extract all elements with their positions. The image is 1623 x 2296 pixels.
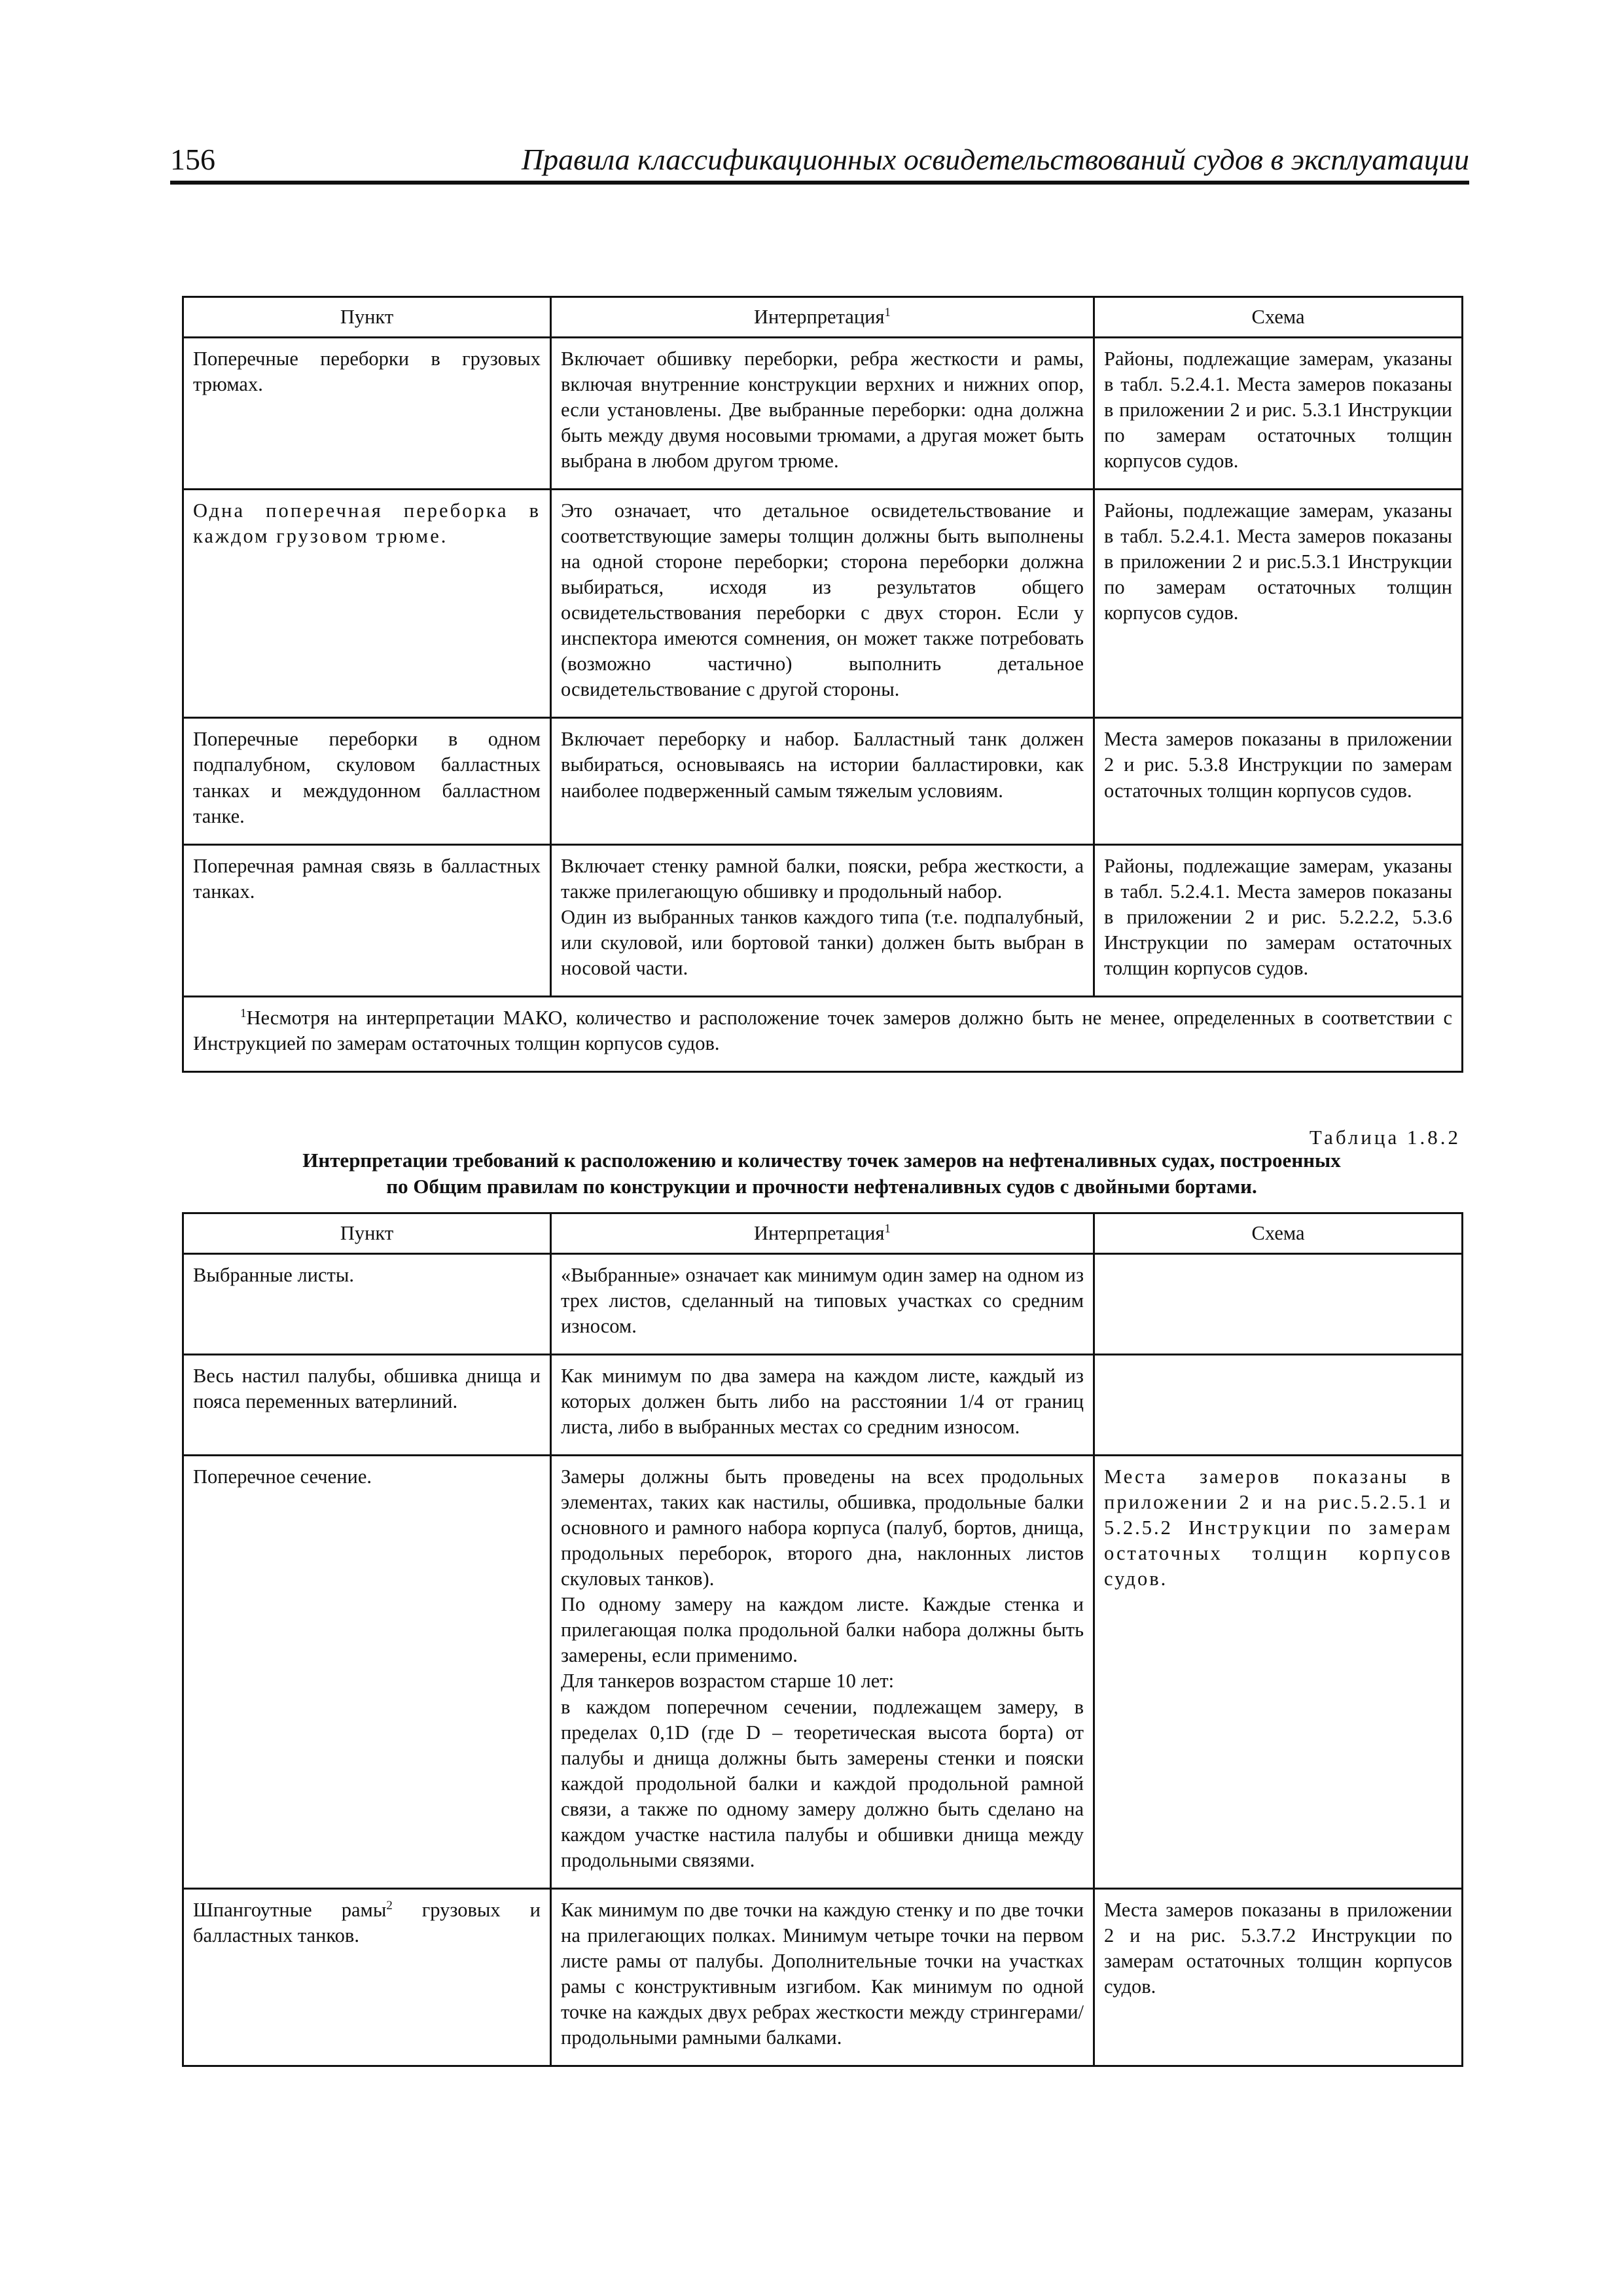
- footnote-cell: [183, 996, 1463, 1071]
- table-row: [183, 1456, 1463, 1889]
- interpretation-cell: Как минимум по две точки на каждую стенку и по две точки на прилегающих полках. Минимум четыре точки на первом листе рамы от палубы. Дополнительные точки на участках рамы с конструктивным изгибом. Как минимум по одной точке на каждых двух ребрах жесткости между стрингерами/продольными рамными балками.: [551, 1888, 1094, 2066]
- table-row: [183, 1254, 1463, 1355]
- table-caption-line: Интерпретации требований к расположению и количеству точек замеров на нефтеналивных судах, построенных: [302, 1149, 1341, 1172]
- item-cell: Шпангоутные рамы$^2$ грузовых и балластных танков.: [183, 1888, 551, 2066]
- table-row: [183, 490, 1463, 718]
- scheme-cell: Места замеров показаны в приложении 2 и на рис. 5.3.7.2 Инструкции по замерам остаточных толщин корпусов судов.: [1094, 1888, 1463, 2066]
- scheme-cell: Районы, подлежащие замерам, указаны в табл. 5.2.4.1. Места замеров показаны в приложении 2 и рис.5.3.1 Инструкции по замерам остаточных толщин корпусов судов.: [1094, 490, 1463, 718]
- scheme-cell: Места замеров показаны в приложении 2 и на рис.5.2.5.1 и 5.2.5.2 Инструкции по замерам остаточных толщин корпусов судов.: [1094, 1456, 1463, 1889]
- item-cell: Поперечные переборки в одном подпалубном, скуловом балластных танках и междудонном балластном танке.: [183, 718, 551, 844]
- item-cell: Весь настил палубы, обшивка днища и пояса переменных ватерлиний.: [183, 1355, 551, 1456]
- interpretation-cell: Включает переборку и набор. Балластный танк должен выбираться, основываясь на истории балластировки, как наиболее подверженный самым тяжелым условиям.: [551, 718, 1094, 844]
- column-header-item: Пункт: [183, 297, 551, 338]
- interpretation-cell: Как минимум по два замера на каждом листе, каждый из которых должен быть либо на расстоянии 1/4 от границ листа, либо в выбранных местах со средним износом.: [551, 1355, 1094, 1456]
- footnote-text: Несмотря на интерпретации МАКО, количество и расположение точек замеров должно быть не менее, определенных в соответствии с Инструкцией по замерам остаточных толщин корпусов судов.: [193, 1006, 1452, 1054]
- interpretation-cell: Это означает, что детальное освидетельствование и соответствующие замеры толщин должны быть выполнены на одной стороне переборки; сторона переборки должна выбираться, исходя из результатов общего освидетельствования переборки с двух сторон. Если у инспектора имеются сомнения, он может также потребовать (возможно частично) выполнить детальное освидетельствование с другой стороны.: [551, 490, 1094, 718]
- table-row: [183, 1355, 1463, 1456]
- interpretation-table-2: [182, 1212, 1463, 2067]
- footnote-row: [183, 996, 1463, 1071]
- page-number: 156: [170, 143, 215, 176]
- column-header-scheme: Схема: [1094, 1213, 1463, 1254]
- column-header-interpretation: Интерпретация$^1$: [551, 297, 1094, 338]
- interpretation-cell: «Выбранные» означает как минимум один замер на одном из трех листов, сделанный на типовых участках со средним износом.: [551, 1254, 1094, 1355]
- interpretation-cell: Замеры должны быть проведены на всех продольных элементах, таких как настилы, обшивка, продольные балки основного и рамного набора корпуса (палуб, бортов, днища, продольных переборок, второго дна, наклонных листов скуловых танков). По одному замеру на каждом листе. Каждые стенка и прилегающая полка продольной балки набора должны быть замерены, если применимо. Для танкеров возрастом старше 10 лет: в каждом поперечном сечении, подлежащем замеру, в пределах 0,1D (где D – теоретическая высота борта) от палубы и днища должны быть замерены стенки и пояски каждой продольной балки и каждой продольной рамной связи, а также по одному замеру должно быть сделано на каждом участке настила палубы и обшивки днища между продольными связями.: [551, 1456, 1094, 1889]
- item-cell: Поперечное сечение.: [183, 1456, 551, 1889]
- table-caption: [182, 1147, 1461, 1200]
- table-row: [183, 844, 1463, 996]
- running-title: Правила классификационных освидетельствований судов в эксплуатации: [521, 143, 1469, 176]
- table-header-row: [183, 297, 1463, 338]
- table-number-label: Таблица 1.8.2: [1309, 1126, 1461, 1149]
- column-header-scheme: Схема: [1094, 297, 1463, 338]
- scheme-cell: [1094, 1254, 1463, 1355]
- table-caption-line: по Общим правилам по конструкции и прочности нефтеналивных судов с двойными бортами.: [386, 1175, 1257, 1198]
- item-cell: Выбранные листы.: [183, 1254, 551, 1355]
- footnote-marker: 2: [386, 1898, 393, 1912]
- item-cell: Одна поперечная переборка в каждом грузовом трюме.: [183, 490, 551, 718]
- column-header-item: Пункт: [183, 1213, 551, 1254]
- interpretation-table-1: [182, 296, 1463, 1073]
- footnote-marker: 1: [884, 305, 891, 319]
- scheme-cell: Районы, подлежащие замерам, указаны в табл. 5.2.4.1. Места замеров показаны в приложении 2 и рис. 5.2.2.2, 5.3.6 Инструкции по замерам остаточных толщин корпусов судов.: [1094, 844, 1463, 996]
- scheme-cell: [1094, 1355, 1463, 1456]
- item-cell: Поперечная рамная связь в балластных танках.: [183, 844, 551, 996]
- column-header-interpretation: Интерпретация$^1$: [551, 1213, 1094, 1254]
- scheme-cell: Места замеров показаны в приложении 2 и рис. 5.3.8 Инструкции по замерам остаточных толщин корпусов судов.: [1094, 718, 1463, 844]
- interpretation-cell: Включает стенку рамной балки, пояски, ребра жесткости, а также прилегающую обшивку и продольный набор. Один из выбранных танков каждого типа (т.е. подпалубный, или скуловой, или бортовой танки) должен быть выбран в носовой части.: [551, 844, 1094, 996]
- interpretation-cell: Включает обшивку переборки, ребра жесткости и рамы, включая внутренние конструкции верхних и нижних опор, если установлены. Две выбранные переборки: одна должна быть между двумя носовыми трюмами, а другая может быть выбрана в любом другом трюме.: [551, 338, 1094, 490]
- table-row: [183, 1888, 1463, 2066]
- page-header: [170, 143, 1469, 185]
- table-header-row: [183, 1213, 1463, 1254]
- table-row: [183, 718, 1463, 844]
- table-row: [183, 338, 1463, 490]
- footnote-marker: 1: [884, 1221, 891, 1236]
- item-cell: Поперечные переборки в грузовых трюмах.: [183, 338, 551, 490]
- scheme-cell: Районы, подлежащие замерам, указаны в табл. 5.2.4.1. Места замеров показаны в приложении 2 и рис. 5.3.1 Инструкции по замерам остаточных толщин корпусов судов.: [1094, 338, 1463, 490]
- footnote-marker: 1: [240, 1006, 247, 1020]
